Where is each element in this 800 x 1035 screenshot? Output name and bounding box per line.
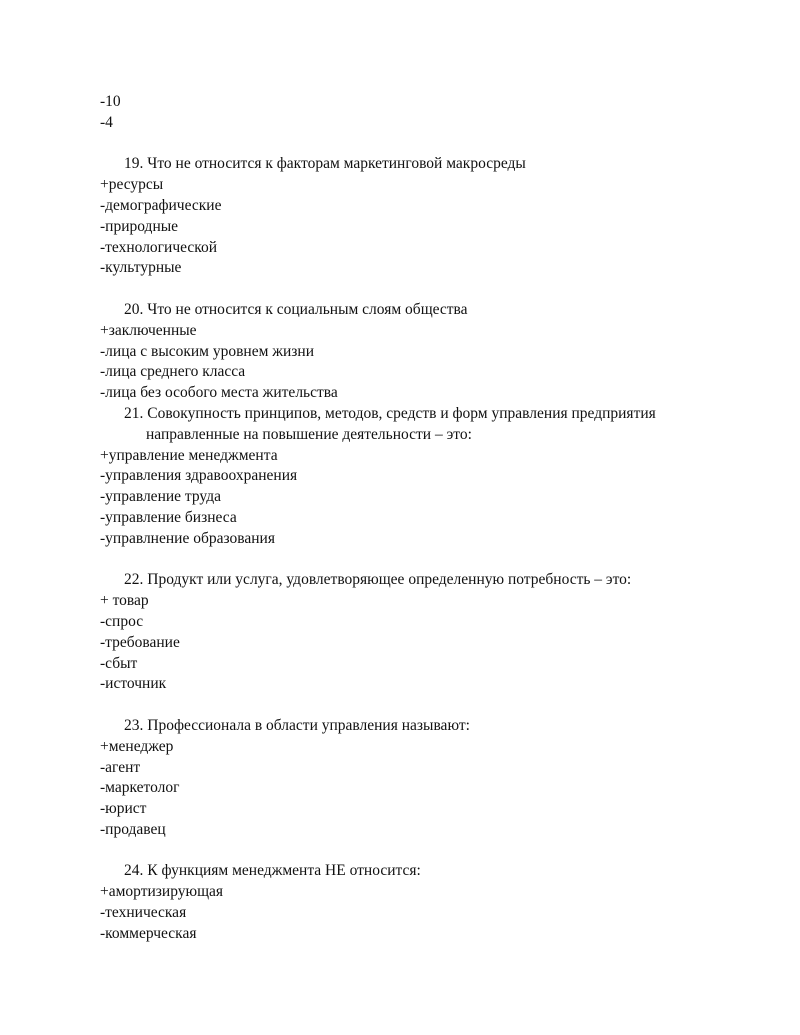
question-number: 19.: [124, 155, 144, 173]
answer-option: -сбыт: [100, 654, 138, 672]
answer-option: -управления здравоохранения: [100, 467, 298, 485]
answer-option: -источник: [100, 675, 167, 693]
question-number: 23.: [124, 716, 144, 734]
answer-option: -управление бизнеса: [100, 508, 237, 526]
answer-option: -спрос: [100, 612, 144, 630]
question-22: [100, 570, 720, 591]
answer-option: -требование: [100, 633, 180, 651]
answer-option: -демографические: [100, 196, 222, 214]
answer-option: -10: [100, 93, 121, 110]
answer-option: +амортизирующая: [100, 883, 224, 901]
question-24: [100, 861, 720, 882]
question-text: Профессионала в области управления называют:: [147, 716, 470, 734]
answer-option: -юрист: [100, 800, 147, 818]
question-19: [100, 154, 720, 175]
answer-option: -маркетолог: [100, 779, 180, 797]
answer-option: -агент: [100, 758, 141, 776]
answer-option: -управление труда: [100, 488, 221, 506]
question-text: Продукт или услуга, удовлетворяющее определенную потребность – это:: [147, 571, 632, 589]
answer-option: -продавец: [100, 820, 166, 838]
answer-option: +заключенные: [100, 321, 197, 339]
answer-option: + товар: [100, 592, 149, 610]
answer-option: -лица с высоким уровнем жизни: [100, 342, 315, 360]
answer-option: -лица среднего класса: [100, 363, 246, 381]
question-text: Что не относится к факторам маркетинговой макросреды: [147, 155, 526, 173]
spacer: [100, 279, 720, 300]
answer-option: -лица без особого места жительства: [100, 384, 338, 402]
answer-option: -техническая: [100, 904, 187, 922]
answer-option: -4: [100, 113, 113, 131]
question-20: [100, 300, 720, 321]
answer-option: +ресурсы: [100, 176, 164, 194]
spacer: [100, 134, 720, 155]
answer-option: -природные: [100, 217, 179, 235]
question-text: К функциям менеджмента НЕ относится:: [147, 862, 421, 880]
answer-option: -культурные: [100, 259, 182, 277]
question-23: [100, 716, 720, 737]
question-21: [100, 404, 720, 446]
answer-option: +управление менеджмента: [100, 446, 278, 464]
spacer: [100, 550, 720, 571]
question-number: 24.: [124, 862, 144, 880]
question-number: 22.: [124, 571, 144, 589]
question-text: Что не относится к социальным слоям общества: [147, 300, 468, 318]
answer-option: -технологической: [100, 238, 218, 256]
question-number: 21.: [124, 404, 144, 422]
spacer: [100, 841, 720, 862]
answer-option: -коммерческая: [100, 924, 197, 942]
answer-option: +менеджер: [100, 737, 174, 755]
question-number: 20.: [124, 300, 144, 318]
question-text: Совокупность принципов, методов, средств и форм управления предприятия направленные на повышение деятельности – это:: [146, 404, 656, 443]
answer-option: -управлнение образования: [100, 529, 275, 547]
page-content: [100, 92, 720, 945]
spacer: [100, 695, 720, 716]
